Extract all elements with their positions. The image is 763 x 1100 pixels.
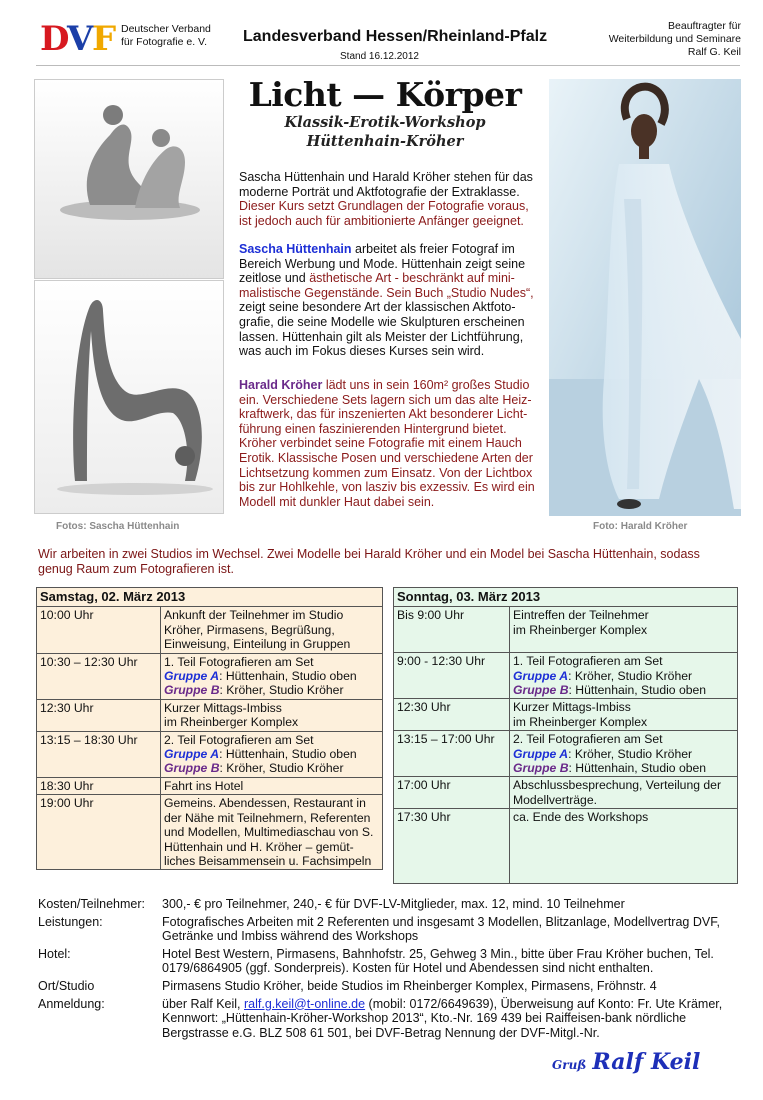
huettenhain-text-a: arbeitet als freier Fotograf im Bereich Werbung und Mode. Hüttenhain zeigt seine zeitlose und xyxy=(239,242,526,286)
table-row xyxy=(37,731,383,777)
ort-value: Pirmasens Studio Kröher, beide Studios im Rheinberger Komplex, Pirmasens, Fröhnstr. 4 xyxy=(162,978,657,993)
sat-desc-4-groupb xyxy=(164,761,379,775)
contact-line-2: Weiterbildung und Seminare xyxy=(608,33,741,45)
contact-block xyxy=(609,20,741,59)
contact-line-3: Ralf G. Keil xyxy=(687,46,741,58)
logo-letter-v: V xyxy=(67,20,94,54)
photo-dark-skin-model-graphic xyxy=(549,79,741,516)
group-b-text: : Kröher, Studio Kröher xyxy=(219,761,344,776)
intro-text: Sascha Hüttenhain und Harald Kröher stehen für das moderne Porträt und Aktfotografie der Extraklasse. xyxy=(239,170,533,199)
sat-desc-6: Gemeins. Abendessen, Restaurant in der Nähe mit Teilnehmern, Referenten und Modellen, Multimediaschau von S. Hüttenhain und H. Kröher – gemüt-liches Beisammensein u. Fachsimpeln xyxy=(161,795,383,870)
sun-time-3: 12:30 Uhr xyxy=(394,699,510,731)
table-row xyxy=(37,653,383,699)
group-b-label: Gruppe B xyxy=(513,683,569,698)
huettenhain-text-red: ästhetische Art - beschränkt auf mini-malistische Gegenstände. Sein Buch „Studio Nudes“, xyxy=(239,271,534,300)
dvf-logo-graphic xyxy=(40,20,116,54)
group-b-label: Gruppe B xyxy=(164,761,220,776)
subtitle-line-2: Hüttenhain-Kröher xyxy=(306,133,464,150)
sun-desc-4-groupa xyxy=(513,747,734,761)
info-row-kosten xyxy=(38,897,738,912)
intro-requirement: Dieser Kurs setzt Grundlagen der Fotografie voraus, ist jedoch auch für ambitionierte Anfänger geeignet. xyxy=(239,199,529,228)
group-b-text: : Hüttenhain, Studio oben xyxy=(568,761,707,776)
photo-seated-couple-graphic xyxy=(35,80,224,279)
table-row xyxy=(394,809,738,884)
sat-time-3: 12:30 Uhr xyxy=(37,699,161,731)
org-line-1: Deutscher Verband xyxy=(121,23,211,35)
kroeher-text: lädt uns in sein 160m² großes Studio ein. Verschiedene Sets lagern sich um das alte Heiz-kraftwerk, das für inszenierten Akt besonderer Licht-führung einen faszinierenden Hintergrund bietet. Kröher verbindet seine Fotografie mit einem Hauch Erotik. Klassische Posen und verschiedene Arten der Lichtsetzung kommen zum Einsatz. Von der Lichtbox bis zur Hohlkehle, von lasziv bis exzessiv. Es wird ein Modell mit dunkler Haut dabei sein. xyxy=(239,378,535,509)
sat-time-5: 18:30 Uhr xyxy=(37,777,161,794)
anmeldung-label: Anmeldung: xyxy=(38,996,105,1011)
sun-desc-1 xyxy=(510,607,738,653)
intro-paragraph xyxy=(239,170,539,228)
table-row xyxy=(37,607,383,653)
hotel-value: Hotel Best Western, Pirmasens, Bahnhofstr. 25, Gehweg 3 Min., bitte über Frau Kröher buchen, Tel. 0179/6864905 (ggf. Sonderpreis). Kosten für Hotel und Abendessen sind nicht enthalten. xyxy=(162,946,714,976)
sun-desc-4-groupb xyxy=(513,761,734,775)
sunday-header: Sonntag, 03. März 2013 xyxy=(394,588,738,607)
contact-line-1: Beauftragter für xyxy=(668,20,741,32)
sat-desc-3-line2: im Rheinberger Komplex xyxy=(164,715,299,730)
sat-desc-3-line1: Kurzer Mittags-Imbiss xyxy=(164,700,282,715)
info-row-anmeldung xyxy=(38,997,738,1041)
sat-desc-4-groupa xyxy=(164,747,379,761)
sun-desc-3 xyxy=(510,699,738,731)
sun-desc-2-groupa xyxy=(513,669,734,683)
sat-desc-4 xyxy=(161,731,383,777)
sat-desc-2-line1: 1. Teil Fotografieren am Set xyxy=(164,654,314,669)
group-b-text: : Kröher, Studio Kröher xyxy=(219,683,344,698)
kosten-value: 300,- € pro Teilnehmer, 240,- € für DVF-LV-Mitglieder, max. 12, mind. 10 Teilnehmer xyxy=(162,897,625,911)
table-row xyxy=(37,699,383,731)
table-row xyxy=(37,777,383,794)
sat-time-4: 13:15 – 18:30 Uhr xyxy=(37,731,161,777)
saturday-header: Samstag, 02. März 2013 xyxy=(37,588,383,607)
stand-date: Stand 16.12.2012 xyxy=(340,51,419,62)
studio-intro: Wir arbeiten in zwei Studios im Wechsel. Zwei Modelle bei Harald Kröher und ein Model bei Sascha Hüttenhain, sodass genug Raum zum Fotografieren ist. xyxy=(38,547,700,576)
group-a-text: : Kröher, Studio Kröher xyxy=(568,746,693,761)
sat-desc-5: Fahrt ins Hotel xyxy=(161,777,383,794)
huettenhain-paragraph xyxy=(239,242,539,359)
group-a-label: Gruppe A xyxy=(513,668,569,683)
table-row xyxy=(37,795,383,870)
sun-time-6: 17:30 Uhr xyxy=(394,809,510,884)
anmeldung-post: (mobil: 0172/6649639), Überweisung auf Konto: Fr. Ute Krämer, Kennwort: „Hüttenhain-Kröher-Workshop 2013“, Kto.-Nr. 169 439 bei Raiffeisen-bank nördliche Bergstrasse e.G. BLZ 508 61 501, bei DVF-Betrag Nennung der DVF-Mitgl.-Nr. xyxy=(162,996,723,1040)
table-row xyxy=(394,731,738,777)
photo-credit-right: Foto: Harald Kröher xyxy=(593,521,688,532)
sun-time-5: 17:00 Uhr xyxy=(394,777,510,809)
photo-credit-left: Fotos: Sascha Hüttenhain xyxy=(56,521,180,532)
email-link[interactable]: ralf.g.keil@t-online.de xyxy=(243,996,366,1011)
header-divider xyxy=(36,65,740,66)
sat-time-1: 10:00 Uhr xyxy=(37,607,161,653)
workshop-info xyxy=(38,897,738,1043)
sun-time-1: Bis 9:00 Uhr xyxy=(394,607,510,653)
table-row xyxy=(394,607,738,653)
sun-desc-1-line2: im Rheinberger Komplex xyxy=(513,622,648,637)
table-row xyxy=(394,699,738,731)
kosten-label: Kosten/Teilnehmer: xyxy=(38,897,146,911)
group-a-text: : Hüttenhain, Studio oben xyxy=(219,747,357,762)
sat-time-6: 19:00 Uhr xyxy=(37,795,161,870)
workshop-title: Licht — Körper xyxy=(248,75,522,114)
sat-desc-2 xyxy=(161,653,383,699)
org-name xyxy=(121,23,211,49)
sun-time-2: 9:00 - 12:30 Uhr xyxy=(394,653,510,699)
sat-desc-2-groupa xyxy=(164,669,379,683)
sun-desc-4 xyxy=(510,731,738,777)
anmeldung-pre: über Ralf Keil, xyxy=(162,996,244,1011)
info-row-hotel xyxy=(38,947,738,976)
sun-desc-3-line2: im Rheinberger Komplex xyxy=(513,714,648,729)
group-b-label: Gruppe B xyxy=(164,683,220,698)
sun-desc-6: ca. Ende des Workshops xyxy=(510,809,738,884)
group-b-text: : Hüttenhain, Studio oben xyxy=(568,683,707,698)
group-a-label: Gruppe A xyxy=(513,746,569,761)
leistungen-label: Leistungen: xyxy=(38,914,103,929)
photo-backbend-pose xyxy=(34,280,224,514)
sat-desc-1: Ankunft der Teilnehmer im Studio Kröher, Pirmasens, Begrüßung, Einweisung, Einteilung in Gruppen xyxy=(161,607,383,653)
kroeher-name: Harald Kröher xyxy=(239,378,323,392)
sat-desc-3 xyxy=(161,699,383,731)
hotel-label: Hotel: xyxy=(38,946,71,961)
org-line-2: für Fotografie e. V. xyxy=(121,36,207,48)
info-row-leistungen xyxy=(38,915,738,944)
signature xyxy=(552,1049,700,1075)
photo-seated-couple xyxy=(34,79,224,279)
sun-desc-1-line1: Eintreffen der Teilnehmer xyxy=(513,608,649,623)
sat-time-2: 10:30 – 12:30 Uhr xyxy=(37,653,161,699)
sun-desc-2-groupb xyxy=(513,683,734,697)
photo-dark-skin-model xyxy=(549,79,741,516)
group-a-label: Gruppe A xyxy=(164,747,220,762)
group-a-label: Gruppe A xyxy=(164,669,220,684)
group-b-label: Gruppe B xyxy=(513,761,569,776)
logo-letter-d: D xyxy=(40,20,70,54)
ort-label: Ort/Studio xyxy=(38,978,95,993)
sun-desc-2 xyxy=(510,653,738,699)
kroeher-paragraph xyxy=(239,378,539,509)
workshop-subtitle xyxy=(235,113,535,151)
table-row xyxy=(394,653,738,699)
sun-desc-4-line1: 2. Teil Fotografieren am Set xyxy=(513,732,663,747)
logo-letter-f: F xyxy=(92,20,116,54)
huettenhain-name: Sascha Hüttenhain xyxy=(239,242,352,256)
subtitle-line-1: Klassik-Erotik-Workshop xyxy=(284,114,486,131)
sun-desc-3-line1: Kurzer Mittags-Imbiss xyxy=(513,700,631,715)
sun-desc-5: Abschlussbesprechung, Verteilung der Modellverträge. xyxy=(510,777,738,809)
signature-greeting: Gruß xyxy=(552,1058,587,1072)
sat-desc-2-groupb xyxy=(164,683,379,697)
huettenhain-text-b: zeigt seine besondere Art der klassischen Aktfoto-grafie, die seine Modelle wie Skulpturen erscheinen lassen. Hüttenhain gilt als Meister der Lichtführung, was auch im Fokus dieses Kurses sein wird. xyxy=(239,300,525,359)
sun-desc-2-line1: 1. Teil Fotografieren am Set xyxy=(513,654,663,669)
group-a-text: : Kröher, Studio Kröher xyxy=(568,668,693,683)
sat-desc-4-line1: 2. Teil Fotografieren am Set xyxy=(164,732,314,747)
photo-backbend-pose-graphic xyxy=(35,281,224,514)
page-title: Landesverband Hessen/Rheinland-Pfalz xyxy=(243,28,548,45)
sunday-schedule xyxy=(393,587,738,884)
saturday-schedule xyxy=(36,587,383,870)
sun-time-4: 13:15 – 17:00 Uhr xyxy=(394,731,510,777)
leistungen-value: Fotografisches Arbeiten mit 2 Referenten und insgesamt 3 Modellen, Blitzanlage, Modellvertrag DVF, Getränke und Imbiss während des Workshops xyxy=(162,914,720,944)
dvf-logo xyxy=(40,20,116,54)
anmeldung-value xyxy=(162,997,738,1041)
info-row-ort xyxy=(38,979,738,994)
signature-name: Ralf Keil xyxy=(592,1049,701,1075)
group-a-text: : Hüttenhain, Studio oben xyxy=(219,669,357,684)
table-row xyxy=(394,777,738,809)
